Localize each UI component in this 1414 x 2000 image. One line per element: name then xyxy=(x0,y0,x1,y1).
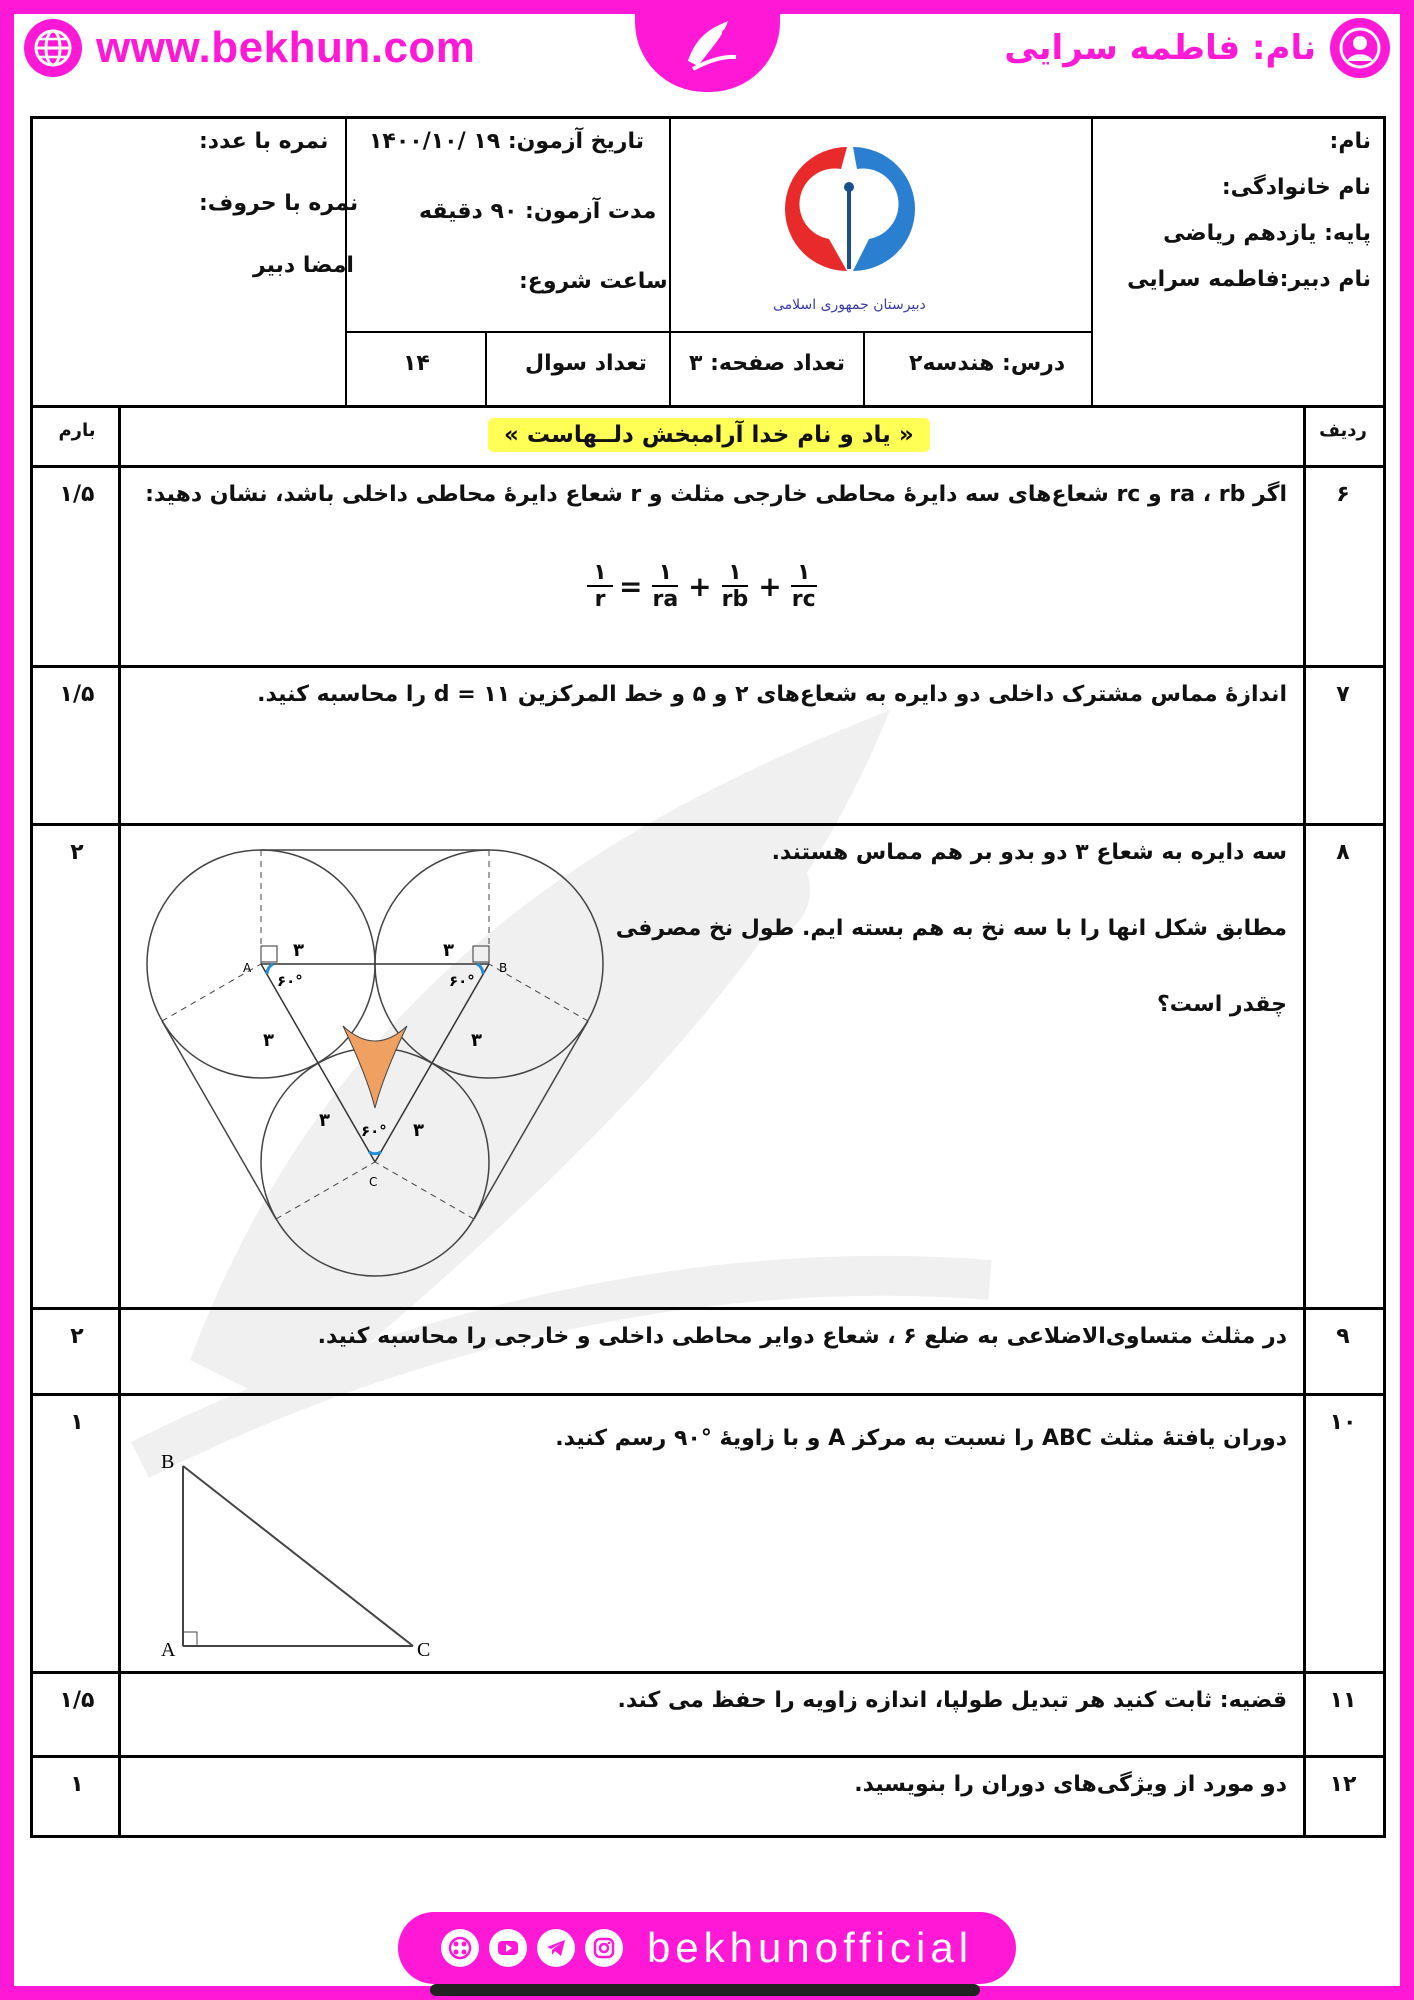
footer-shadow xyxy=(430,1984,980,1996)
score-number-label: نمره با عدد: xyxy=(199,129,329,154)
three-circles-figure xyxy=(143,846,643,1306)
vertex-b-label: B xyxy=(161,1451,175,1473)
point-c-label: C xyxy=(369,1175,378,1189)
question-text: قضیه: ثابت کنید هر تبدیل طولپا، اندازه زاویه را حفظ می کند. xyxy=(617,1688,1287,1713)
grade-label: پایه: یازدهم ریاضی xyxy=(1163,221,1371,246)
question-text-line-1: سه دایره به شعاع ۳ دو بدو بر هم مماس هستند. xyxy=(771,840,1287,865)
table-title-row xyxy=(30,408,1386,468)
question-number: ۱۱ xyxy=(1329,1688,1357,1713)
question-row xyxy=(30,1396,1386,1674)
page-count-label: تعداد صفحه: ۳ xyxy=(689,351,846,376)
school-logo xyxy=(769,129,929,293)
question-text: اندازهٔ مماس مشترک داخلی دو دایره به شعاع‌های ۲ و ۵ و خط المرکزین ۱۱ = d را محاسبه کنید. xyxy=(257,682,1287,707)
question-row xyxy=(30,826,1386,1310)
question-row xyxy=(30,468,1386,668)
exam-header xyxy=(30,116,1386,408)
aparat-icon[interactable] xyxy=(441,1929,479,1967)
question-number: ۸ xyxy=(1336,840,1350,865)
youtube-icon[interactable] xyxy=(489,1929,527,1967)
exam-date: تاریخ آزمون: ۱۹ /۱۴۰۰/۱۰ xyxy=(369,129,644,154)
social-footer[interactable] xyxy=(398,1912,1016,1984)
question-score: ۱/۵ xyxy=(59,1688,95,1713)
question-number: ۷ xyxy=(1336,682,1350,707)
question-score: ۱/۵ xyxy=(59,682,95,707)
question-text: در مثلث متساوی‌الاضلاعی به ضلع ۶ ، شعاع دوایر محاطی داخلی و خارجی را محاسبه کنید. xyxy=(317,1324,1287,1349)
question-row xyxy=(30,1758,1386,1838)
vertex-c-label: C xyxy=(417,1639,431,1661)
question-text: دوران یافتهٔ مثلث ABC را نسبت به مرکز A و با زاویهٔ °۹۰ رسم کنید. xyxy=(555,1426,1287,1451)
school-logo-icon xyxy=(769,129,929,289)
radius-label: ۳ xyxy=(413,1120,424,1141)
teacher-signature-label: امضا دبیر xyxy=(253,253,354,278)
formula: $\frac{۱}{r}$ = $\frac{۱}{ra}$ + $\frac{۱}{rb}$ + $\frac{۱}{rc}$ xyxy=(585,560,822,612)
question-row xyxy=(30,1310,1386,1396)
question-number: ۹ xyxy=(1336,1324,1350,1349)
exam-start: ساعت شروع: xyxy=(519,269,668,294)
question-number: ۱۰ xyxy=(1329,1410,1357,1435)
telegram-icon[interactable] xyxy=(537,1929,575,1967)
question-number: ۱۲ xyxy=(1329,1772,1357,1797)
question-text-line-2: مطابق شکل انها را با سه نخ به هم بسته ایم. طول نخ مصرفی xyxy=(615,916,1287,941)
question-score: ۲ xyxy=(70,1324,84,1349)
point-b-label: B xyxy=(499,961,508,975)
vertex-a-label: A xyxy=(161,1639,176,1661)
subject-label: درس: هندسه۲ xyxy=(909,351,1066,376)
exam-sheet xyxy=(30,116,1386,1836)
column-number-header: ردیف xyxy=(1319,420,1367,441)
question-row xyxy=(30,1674,1386,1758)
column-score-header: بارم xyxy=(58,420,96,441)
footer-handle[interactable]: bekhunofficial xyxy=(646,1924,974,1971)
question-row xyxy=(30,668,1386,826)
question-text: اگر ra ، rb و rc شعاع‌های سه دایرهٔ محاطی خارجی مثلث و r شعاع دایرهٔ محاطی داخلی باشد، نشان دهید: xyxy=(145,482,1287,507)
radius-label: ۳ xyxy=(293,940,304,961)
question-text: دو مورد از ویژگی‌های دوران را بنویسید. xyxy=(854,1772,1287,1797)
question-number: ۶ xyxy=(1336,482,1350,507)
angle-label: ۶۰° xyxy=(449,972,475,990)
family-name-label: نام خانوادگی: xyxy=(1221,175,1371,200)
opening-banner: « یاد و نام خدا آرامبخش دلــهاست » xyxy=(488,418,930,452)
teacher-label: نام دبیر:فاطمه سرایی xyxy=(1127,267,1371,292)
school-name: دبیرستان جمهوری اسلامی xyxy=(773,297,926,313)
question-text-line-3: چقدر است؟ xyxy=(1157,992,1287,1017)
student-name-label: نام: xyxy=(1329,129,1371,154)
question-count-value: ۱۴ xyxy=(403,351,430,376)
right-triangle-figure xyxy=(153,1436,493,1666)
author-name-text: نام: فاطمه سرایی xyxy=(1004,28,1316,68)
question-count-label: تعداد سوال xyxy=(525,351,647,376)
point-a-label: A xyxy=(243,961,252,975)
radius-label: ۳ xyxy=(443,940,454,961)
angle-label: ۶۰° xyxy=(361,1122,387,1140)
radius-label: ۳ xyxy=(319,1110,330,1131)
question-score: ۲ xyxy=(70,840,84,865)
angle-label: ۶۰° xyxy=(277,972,303,990)
instagram-icon[interactable] xyxy=(585,1929,623,1967)
question-score: ۱/۵ xyxy=(59,482,95,507)
score-words-label: نمره با حروف: xyxy=(199,191,359,216)
exam-duration: مدت آزمون: ۹۰ دقیقه xyxy=(419,199,657,224)
question-score: ۱ xyxy=(70,1410,84,1435)
site-url[interactable]: www.bekhun.com xyxy=(96,23,476,72)
radius-label: ۳ xyxy=(471,1030,482,1051)
question-score: ۱ xyxy=(70,1772,84,1797)
radius-label: ۳ xyxy=(263,1030,274,1051)
